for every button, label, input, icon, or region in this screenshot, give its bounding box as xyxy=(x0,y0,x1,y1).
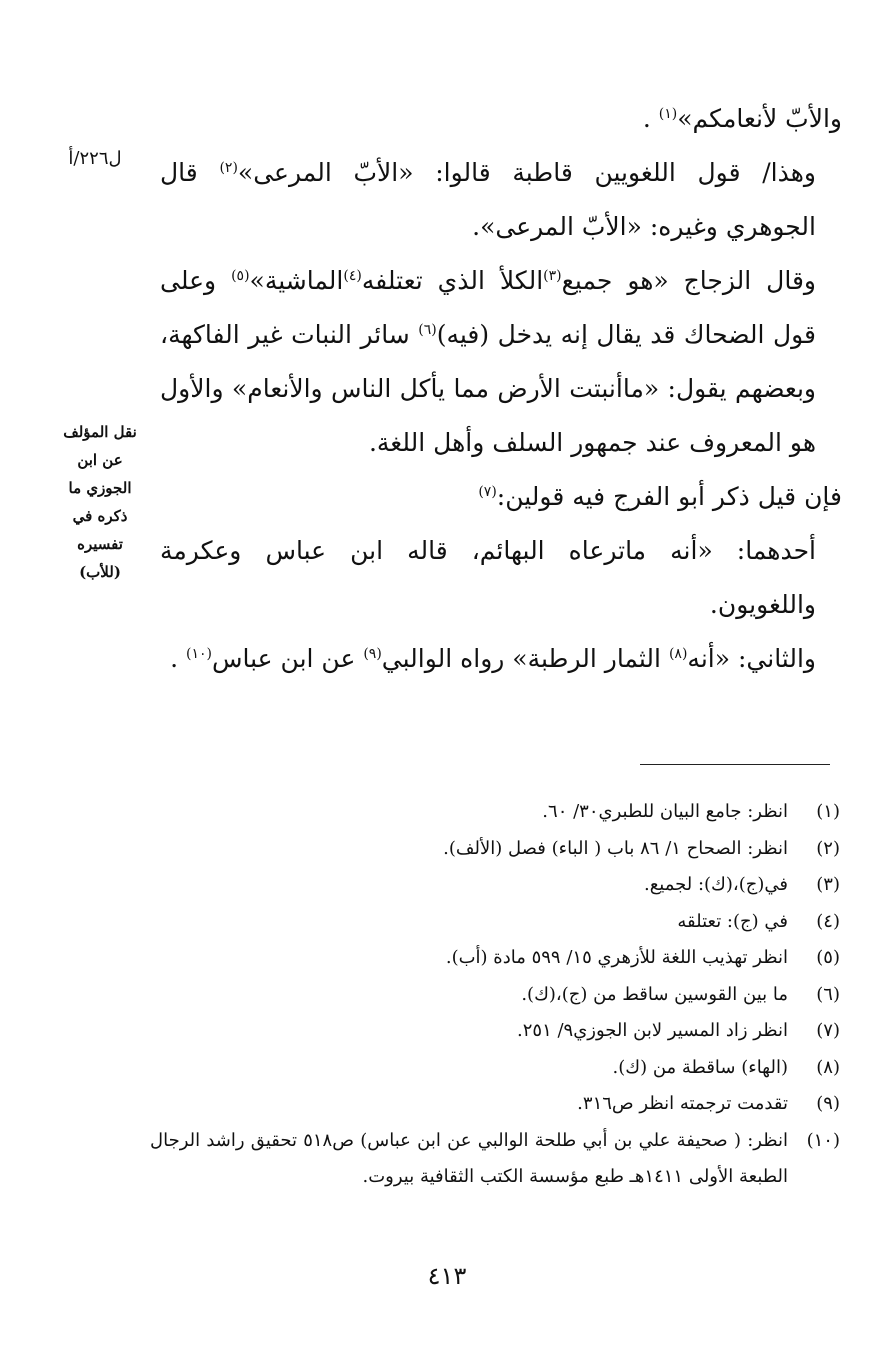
margin-note-line: (للأب) xyxy=(79,563,121,581)
footnote-7 xyxy=(150,1013,840,1050)
footnote-text: انظر تهذيب اللغة للأزهري ١٥/ ٥٩٩ مادة (أب). xyxy=(445,947,788,968)
margin-note xyxy=(50,418,150,586)
footnote-ref-1[interactable]: (١) xyxy=(658,106,678,122)
footnote-ref-4[interactable]: (٤) xyxy=(343,268,362,284)
margin-note-line: عن ابن xyxy=(77,451,123,469)
footnote-text: انظر: الصحاح ١/ ٨٦ باب ( الباء) فصل (الألف). xyxy=(443,837,788,859)
main-text xyxy=(160,92,842,686)
paragraph-second-opinion: والثاني: «أنه$^{(٨)}$ الثمار الرطبة» رواه الوالبي$^{(٩)}$ عن ابن عباس$^{(١٠)}$ . xyxy=(170,644,816,673)
page-number: ٤١٣ xyxy=(427,1262,467,1290)
footnote-ref-3[interactable]: (٣) xyxy=(543,268,562,284)
footnote-ref-6[interactable]: (٦) xyxy=(418,322,437,338)
footnote-text: انظر: جامع البيان للطبري٣٠/ ٦٠. xyxy=(542,801,788,822)
margin-note-line: تفسيره xyxy=(77,535,123,553)
footnote-separator xyxy=(640,764,830,765)
footnote-5 xyxy=(150,940,840,977)
paragraph-abu-alfaraj: فإن قيل ذكر أبو الفرج فيه قولين:$^{(٧)}$ xyxy=(478,482,842,511)
margin-note-line: نقل المؤلف xyxy=(63,423,137,441)
manuscript-folio-ref: ل٢٢٦/أ xyxy=(68,148,122,169)
footnote-4 xyxy=(150,904,840,941)
footnote-text: ما بين القوسين ساقط من (ج)،(ك). xyxy=(521,983,788,1005)
footnote-8 xyxy=(150,1050,840,1087)
footnote-number: (٦) xyxy=(816,983,840,1005)
footnote-text: في(ج)،(ك): لجميع. xyxy=(644,874,788,895)
footnote-number: (٩) xyxy=(816,1093,840,1114)
footnote-number: (٤) xyxy=(816,910,840,932)
paragraph-zajjaj: وقال الزجاج «هو جميع$^{(٣)}$الكلأ الذي تعتلفه$^{(٤)}$الماشية»$^{(٥)}$ وعلى قول الضحاك قد يقال إنه يدخل (فيه)$^{(٦)}$ سائر النبات غير الفاكهة، وبعضهم يقول: «ماأنبتت الأرض مما يأكل الناس والأنعام» والأول هو المعروف عند جمهور السلف وأهل اللغة. xyxy=(160,266,817,457)
footnote-ref-10[interactable]: (١٠) xyxy=(186,646,212,662)
footnote-3 xyxy=(150,867,840,904)
footnote-number: (٨) xyxy=(816,1056,840,1078)
footnote-number: (٥) xyxy=(816,947,840,968)
paragraph-linguists: وهذا/ قول اللغويين قاطبة قالوا: «الأبّ المرعى»$^{(٢)}$ قال الجوهري وغيره: «الأبّ المرعى». xyxy=(160,158,816,241)
footnote-10 xyxy=(150,1123,840,1196)
footnote-ref-8[interactable]: (٨) xyxy=(668,646,688,662)
footnote-ref-9[interactable]: (٩) xyxy=(363,646,382,662)
footnote-ref-7[interactable]: (٧) xyxy=(478,484,497,500)
footnote-ref-2[interactable]: (٢) xyxy=(219,160,238,176)
footnote-1 xyxy=(150,794,840,831)
footnote-number: (١) xyxy=(816,801,840,822)
margin-note-line: الجوزي ما xyxy=(68,479,132,497)
footnote-number: (٢) xyxy=(816,837,840,859)
footnote-number: (٣) xyxy=(816,874,840,895)
footnote-ref-5[interactable]: (٥) xyxy=(231,268,250,284)
footnote-text: انظر: ( صحيفة علي بن أبي طلحة الوالبي عن ابن عباس) ص٥١٨ تحقيق راشد الرجال الطبعة الأولى ١٤١١هـ طبع مؤسسة الكتب الثقافية بيروت. xyxy=(150,1129,788,1187)
footnote-text: تقدمت ترجمته انظر ص٣١٦. xyxy=(577,1093,788,1114)
footnote-number: (٧) xyxy=(816,1020,840,1041)
margin-note-line: ذكره في xyxy=(72,507,128,525)
footnote-text: انظر زاد المسير لابن الجوزي٩/ ٢٥١. xyxy=(517,1020,788,1041)
footnote-6 xyxy=(150,977,840,1014)
footnotes xyxy=(150,794,840,1196)
footnote-text: في (ج): تعتلقه xyxy=(677,910,788,932)
footnote-text: (الهاء) ساقطة من (ك). xyxy=(612,1056,788,1078)
paragraph-first-opinion: أحدهما: «أنه ماترعاه البهائم، قاله ابن عباس وعكرمة واللغويون. xyxy=(160,536,816,619)
text-line-1: والأبّ لأنعامكم»$^{(١)}$ . xyxy=(642,104,842,133)
footnote-9 xyxy=(150,1086,840,1123)
footnote-2 xyxy=(150,831,840,868)
footnote-number: (١٠) xyxy=(806,1129,840,1151)
